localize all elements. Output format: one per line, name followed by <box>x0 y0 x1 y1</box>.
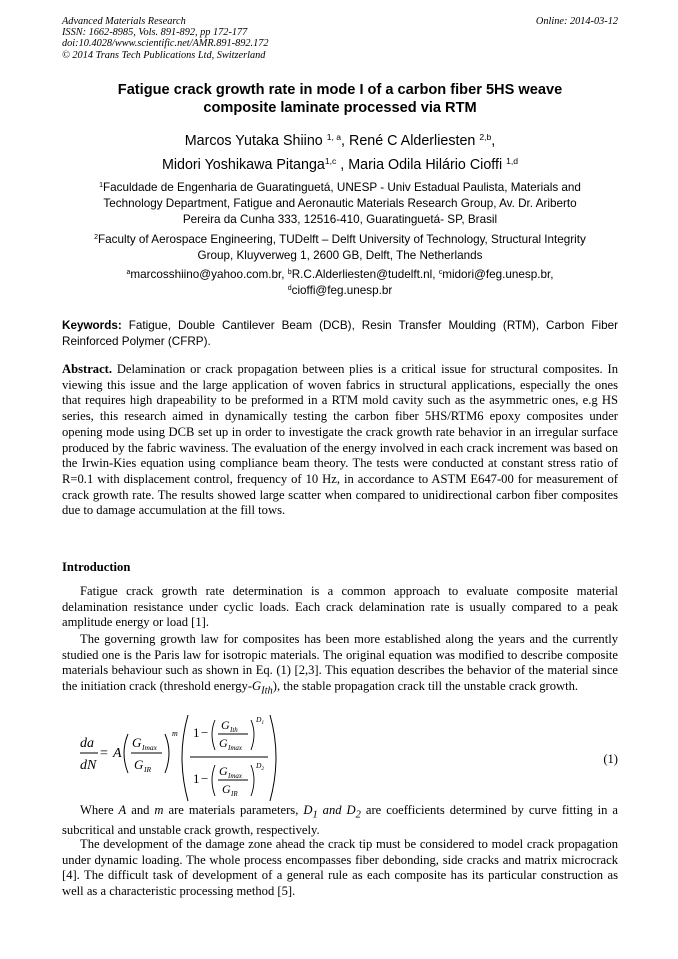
eq-paren-right <box>165 734 169 773</box>
paragraph-text: The governing growth law for composites has been more established along the years and the currently studied one is the Paris law for isotropic materials. The original equation was modified to describe composite materials behaviour such as shown in Eq. (1) [2,3]. This equation describes the behavior of the material since the initiation crack (threshold energy- <box>62 632 618 694</box>
eq-paren-left <box>212 765 215 796</box>
email-mark: c <box>438 268 443 276</box>
affiliation-line: Technology Department, Fatigue and Aeronautic Materials Research Group, Av. Dr. Ariberto <box>103 196 577 210</box>
eq-exp-m: m <box>172 729 178 738</box>
title-line-1: Fatigue crack growth rate in mode I of a carbon fiber 5HS weave <box>117 82 563 98</box>
affiliation-mark: 2 <box>94 233 99 241</box>
author-affil-mark: 2,b <box>479 131 492 142</box>
keywords-text: Fatigue, Double Cantilever Beam (DCB), Resin Transfer Moulding (RTM), Carbon Fiber Reinforced Polymer (CFRP). <box>62 319 618 348</box>
eq-paren-left <box>124 734 128 773</box>
eq-da: da <box>80 736 94 751</box>
author-separator: , <box>491 133 496 149</box>
eq-paren-right <box>251 765 254 796</box>
eq-paren-left <box>212 720 215 750</box>
eq-minus: − <box>201 725 209 740</box>
affiliation-text: Faculdade de Engenharia de Guaratinguetá, UNESP - Univ Estadual Paulista, Materials and <box>102 181 581 194</box>
author-name: Midori Yoshikawa Pitanga <box>161 157 325 173</box>
email-link[interactable]: midori@feg.unesp.br, <box>442 268 554 281</box>
journal-header <box>62 16 618 61</box>
symbol-a: A <box>118 803 127 817</box>
author-list <box>62 129 618 177</box>
paragraph-text: and <box>126 803 155 817</box>
eq-sub-imax: Imax <box>228 772 242 780</box>
affiliation-line: Group, Kluyverweg 1, 2600 GB, Delft, The Netherlands <box>197 248 483 262</box>
eq-sub-ir: IR <box>144 765 152 774</box>
equation-number: (1) <box>603 752 618 766</box>
affiliation-line <box>62 180 618 196</box>
equation-graphic <box>80 712 500 804</box>
email-list <box>62 267 618 299</box>
abstract <box>62 362 618 519</box>
eq-one: 1 <box>193 771 200 786</box>
eq-one: 1 <box>193 725 200 740</box>
eq-sub-ith: Ith <box>230 726 238 734</box>
journal-copyright: © 2014 Trans Tech Publications Ltd, Switzerland <box>62 49 266 61</box>
eq-g: G <box>219 736 228 750</box>
intro-paragraph-2 <box>62 632 618 699</box>
author-name: René C Alderliesten <box>349 133 476 149</box>
email-mark: a <box>126 268 131 276</box>
eq-a: A <box>113 746 122 761</box>
section-heading-introduction: Introduction <box>62 560 131 574</box>
author-line-1 <box>62 129 618 153</box>
eq-minus: − <box>201 771 209 786</box>
email-mark: b <box>287 268 292 276</box>
symbol-subscript: Ith <box>261 685 273 697</box>
email-line-1 <box>62 267 618 283</box>
eq-exp-d1: $D_1$ <box>256 715 265 726</box>
author-affil-mark: 1,d <box>506 155 519 166</box>
paragraph-text: are coefficients determined by curve fitting in a subcritical and unstable crack growth, respectively. <box>62 803 618 838</box>
affiliation-1 <box>62 180 618 227</box>
eq-g: G <box>222 782 231 796</box>
keywords <box>62 318 618 349</box>
author-affil-mark: 1, a <box>326 131 342 142</box>
email-link[interactable]: R.C.Alderliesten@tudelft.nl, <box>291 268 436 281</box>
author-separator: , <box>341 133 346 149</box>
author-name: Marcos Yutaka Shiino <box>184 133 323 149</box>
email-link[interactable]: cioffi@feg.unesp.br <box>291 284 393 297</box>
affiliation-line <box>62 232 618 248</box>
journal-issn: ISSN: 1662-8985, Vols. 891-892, pp 172-177 <box>62 27 248 39</box>
paragraph-text: Where <box>80 803 119 817</box>
eq-paren-right <box>251 720 254 750</box>
journal-name: Advanced Materials Research <box>62 16 186 27</box>
eq-sub-imax: Imax <box>142 743 157 752</box>
intro-paragraph-4: The development of the damage zone ahead the crack tip must be considered to model crack propagation under dynamic loading. The whole process encompasses fiber debonding, side cracks and matrix microcrack [4]. The difficult task of development of a general rule as each composite has its particular construction as well as a characteristic processing method [5]. <box>62 837 618 899</box>
equation-1 <box>80 712 618 802</box>
journal-doi: doi:10.4028/www.scientific.net/AMR.891-892.172 <box>62 38 269 50</box>
email-link[interactable]: marcosshiino@yahoo.com.br, <box>130 268 285 281</box>
online-date: Online: 2014-03-12 <box>535 16 618 27</box>
symbol-g: G <box>252 679 262 694</box>
eq-exp-d2: $D_2$ <box>256 761 265 772</box>
author-separator: , <box>336 157 345 173</box>
eq-g: G <box>221 718 230 732</box>
eq-g: G <box>134 757 144 772</box>
affiliation-line: Pereira da Cunha 333, 12516-410, Guaratinguetá- SP, Brasil <box>182 212 498 226</box>
eq-equals: = <box>100 746 108 761</box>
eq-bigparen-left <box>182 715 188 801</box>
keywords-label: Keywords: <box>62 319 122 332</box>
intro-paragraph-3 <box>62 803 618 839</box>
eq-sub-ir: IR <box>231 790 238 798</box>
email-line-2 <box>62 283 618 299</box>
eq-sub-imax: Imax <box>228 744 242 752</box>
paragraph-text: are materials parameters, <box>163 803 304 817</box>
email-mark: d <box>287 284 292 292</box>
title-line-2: composite laminate processed via RTM <box>203 100 477 116</box>
eq-g: G <box>132 735 142 750</box>
abstract-text: Delamination or crack propagation between plies is a critical issue for structural composites. In viewing this issue and the large application of woven fabrics in structural applications, especially the ones that requires high drapeability to be preformed in a RTM mold cavity such as the asymmetric ones, e.g HS series, this research aimed in dynamically testing the carbon fiber 5HS/RTM6 epoxy composites under opening mode using DCB set up in order to investigate the crack growth rate behavior in an irregular surface produced by the fabric waviness. The evaluation of the energy involved in each crack increment was based on the Irwin-Kies equation using compliance beam theory. The tests were conducted at constant stress ratio of R=0.1 with displacement control, frequency of 10 Hz, in accordance to ASTM E647-00 for measurement of crack growth rate. The results showed large scatter when compared to unidirectional carbon fiber composites due to damage accumulation at the fill tows. <box>62 362 618 518</box>
affiliation-2 <box>62 232 618 264</box>
author-name: Maria Odila Hilário Cioffi <box>348 157 503 173</box>
intro-paragraph-1: Fatigue crack growth rate determination is a common approach to evaluate composite material delamination resistance under cyclic loads. Each crack delamination rate is usually compared to a peak amplitude energy or load [1]. <box>62 584 618 630</box>
author-affil-mark: 1,c <box>324 155 337 166</box>
eq-dn: dN <box>80 758 97 773</box>
paragraph-text: ), the stable propagation crack till the unstable crack growth. <box>272 679 579 694</box>
symbol-d1: $D_1$ and $D_2$ <box>303 803 361 821</box>
journal-info <box>62 16 618 61</box>
eq-bigparen-right <box>270 715 276 801</box>
affiliation-mark: 1 <box>99 181 103 189</box>
paper-title <box>62 81 618 117</box>
abstract-label: Abstract. <box>62 362 113 376</box>
author-line-2 <box>62 153 618 177</box>
eq-g: G <box>219 764 228 778</box>
affiliation-text: Faculty of Aerospace Engineering, TUDelft – Delft University of Technology, Structural Integrity <box>98 233 586 246</box>
symbol-m: m <box>154 803 164 817</box>
